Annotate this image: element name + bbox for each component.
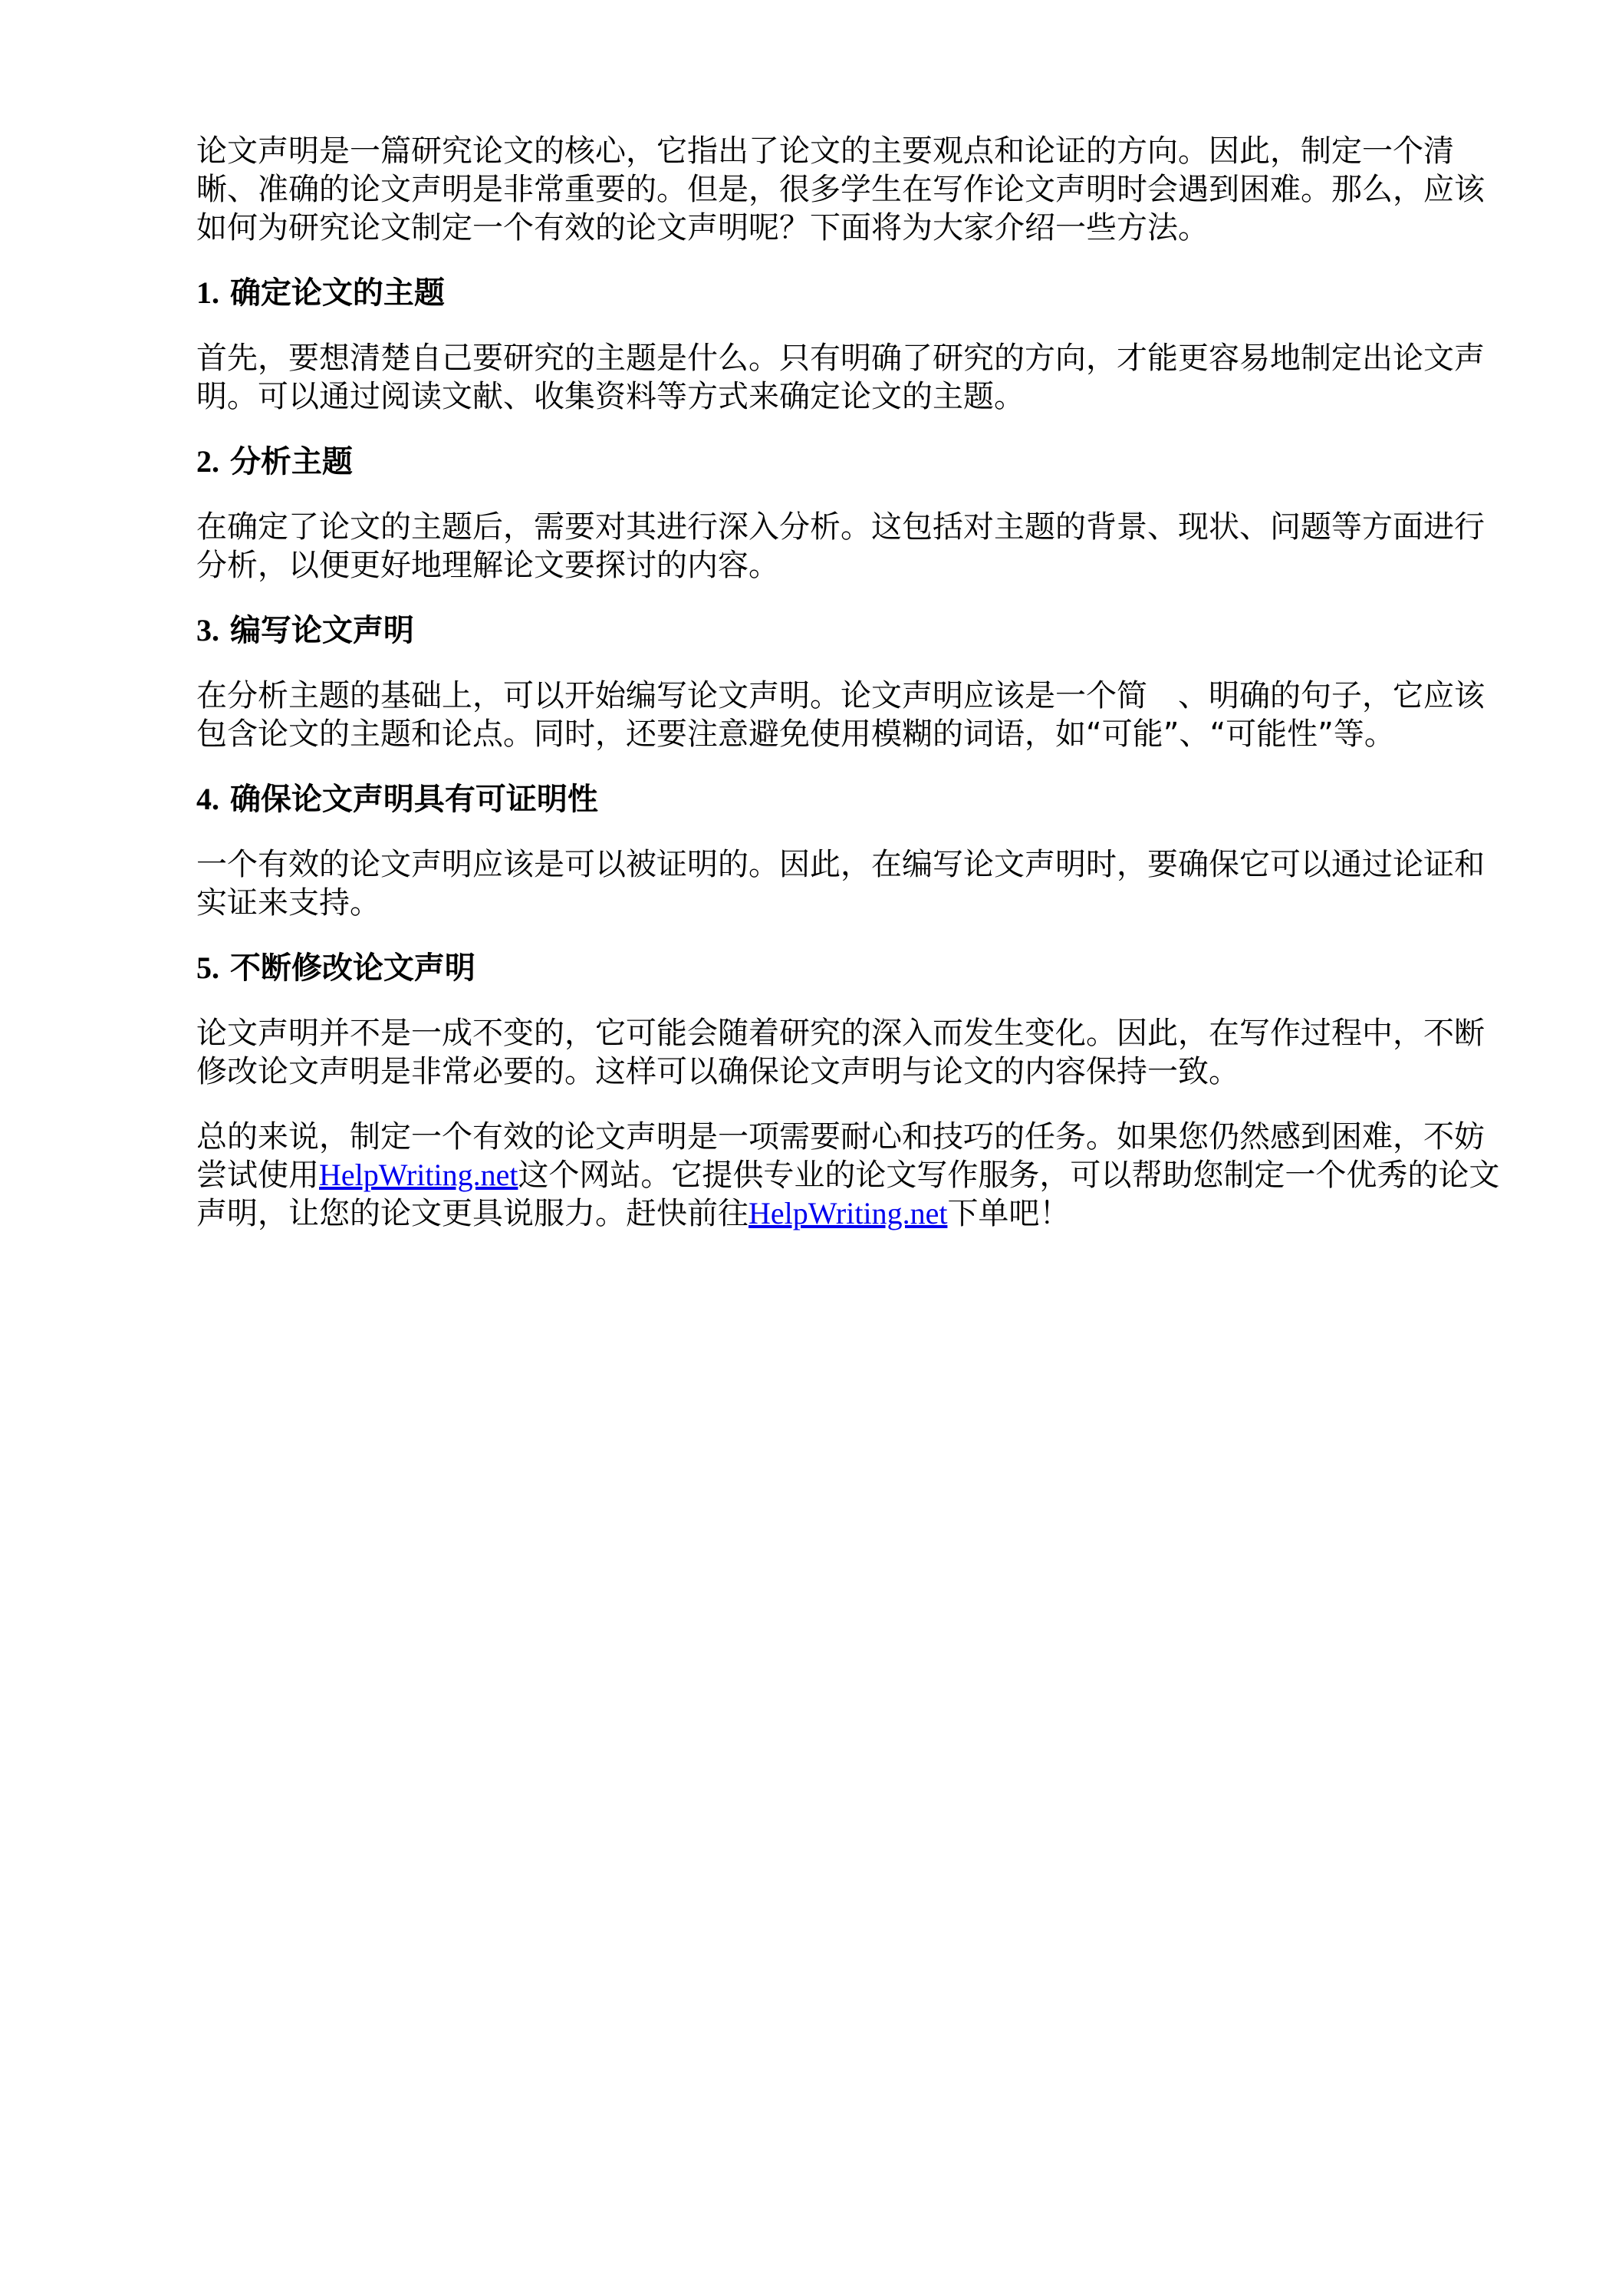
section-3-number: 3.	[196, 613, 219, 647]
section-2-heading	[196, 443, 1500, 481]
section-3-title: 编写论文声明	[229, 613, 414, 648]
section-4-body: 一个有效的论文声明应该是可以被证明的。因此，在编写论文声明时，要确保它可以通过论证和实证来支持。	[196, 847, 1485, 921]
section-1-title: 确定论文的主题	[229, 275, 445, 311]
section-5-title: 不断修改论文声明	[229, 950, 475, 986]
section-1-heading	[196, 274, 1500, 312]
section-2-number: 2.	[196, 444, 219, 479]
section-1-body: 首先，要想清楚自己要研究的主题是什么。只有明确了研究的方向，才能更容易地制定出论文声明。可以通过阅读文献、收集资料等方式来确定论文的主题。	[196, 341, 1485, 414]
section-5-number: 5.	[196, 950, 219, 985]
section-5-heading	[196, 949, 1500, 987]
helpwriting-link-1[interactable]: HelpWriting.net	[319, 1158, 518, 1192]
document-body	[196, 132, 1500, 1260]
conclusion-text-3: 下单吧！	[947, 1196, 1071, 1231]
section-2-title: 分析主题	[229, 444, 353, 479]
conclusion-paragraph	[196, 1118, 1500, 1233]
section-5-body: 论文声明并不是一成不变的，它可能会随着研究的深入而发生变化。因此，在写作过程中，不断修改论文声明是非常必要的。这样可以确保论文声明与论文的内容保持一致。	[196, 1016, 1485, 1089]
section-4-title: 确保论文声明具有可证明性	[229, 782, 598, 817]
section-3-heading	[196, 611, 1500, 650]
conclusion-text-1: 总的来说，制定一个有效的论文声明是一项需要耐心和技巧的任务。如果您仍然感到困难，不妨尝试使用	[196, 1119, 1485, 1193]
conclusion-text-2: 这个网站。它提供专业的论文写作服务，可以帮助您制定一个优秀的论文声明，让您的论文更具说服力。赶快前往	[196, 1158, 1500, 1231]
intro-paragraph: 论文声明是一篇研究论文的核心，它指出了论文的主要观点和论证的方向。因此，制定一个清晰、准确的论文声明是非常重要的。但是，很多学生在写作论文声明时会遇到困难。那么，应该如何为研究论文制定一个有效的论文声明呢？下面将为大家介绍一些方法。	[196, 133, 1485, 245]
section-4-heading	[196, 780, 1500, 819]
section-4-number: 4.	[196, 782, 219, 816]
section-2-body: 在确定了论文的主题后，需要对其进行深入分析。这包括对主题的背景、现状、问题等方面进行分析，以便更好地理解论文要探讨的内容。	[196, 509, 1485, 583]
helpwriting-link-2[interactable]: HelpWriting.net	[748, 1196, 948, 1230]
section-1-number: 1.	[196, 275, 219, 310]
section-3-body: 在分析主题的基础上，可以开始编写论文声明。论文声明应该是一个简 、明确的句子，它应该包含论文的主题和论点。同时，还要注意避免使用模糊的词语，如“可能”、“可能性”等。	[196, 678, 1485, 752]
